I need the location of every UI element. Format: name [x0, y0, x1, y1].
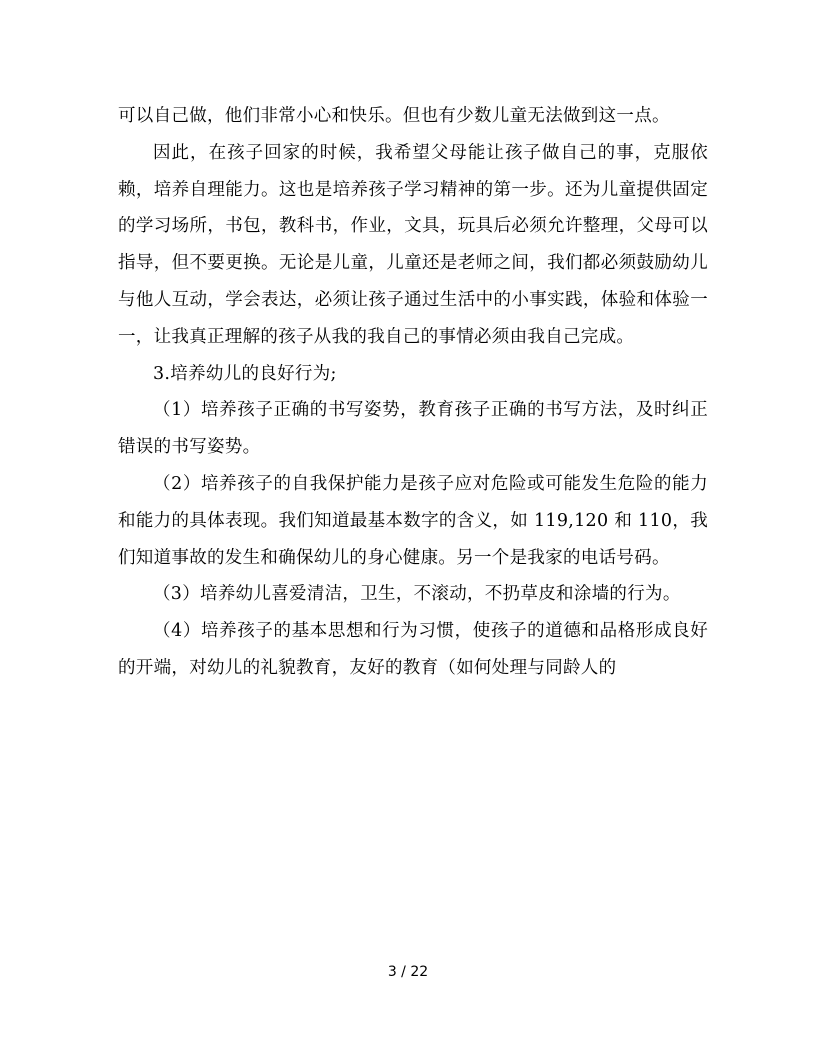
list-item-cleanliness: （3）培养幼儿喜爱清洁，卫生，不滚动，不扔草皮和涂墙的行为。 [153, 584, 681, 605]
list-item-moral-habits: （4）培养孩子的基本思想和行为习惯，使孩子的道德和品格形成良好的开端，对幼儿的礼貌教育，友好的教育（如何处理与同龄人的 [118, 621, 708, 678]
section-heading-good-behavior: 3.培养幼儿的良好行为; [153, 363, 337, 384]
document-body [118, 98, 708, 687]
list-item-self-protection: （2）培养孩子的自我保护能力是孩子应对危险或可能发生危险的能力和能力的具体表现。我们知道最基本数字的含义，如 119,120 和 110，我们知道事故的发生和确保幼儿的身心健康。另一个是我家的电话号码。 [118, 473, 708, 568]
page-number: 3 / 22 [387, 964, 429, 980]
list-item-writing-posture: （1）培养孩子正确的书写姿势，教育孩子正确的书写方法，及时纠正错误的书写姿势。 [118, 400, 708, 458]
paragraph-self-care: 因此，在孩子回家的时候，我希望父母能让孩子做自己的事，克服依赖，培养自理能力。这也是培养孩子学习精神的第一步。还为儿童提供固定的学习场所，书包，教科书，作业，文具，玩具后必须允许整理，父母可以指导，但不要更换。无论是儿童，儿童还是老师之间，我们都必须鼓励幼儿与他人互动，学会表达，必须让孩子通过生活中的小事实践，体验和体验一一，让我真正理解的孩子从我的我自己的事情必须由我自己完成。 [118, 142, 708, 347]
paragraph-continuation: 可以自己做，他们非常小心和快乐。但也有少数儿童无法做到这一点。 [118, 106, 670, 126]
